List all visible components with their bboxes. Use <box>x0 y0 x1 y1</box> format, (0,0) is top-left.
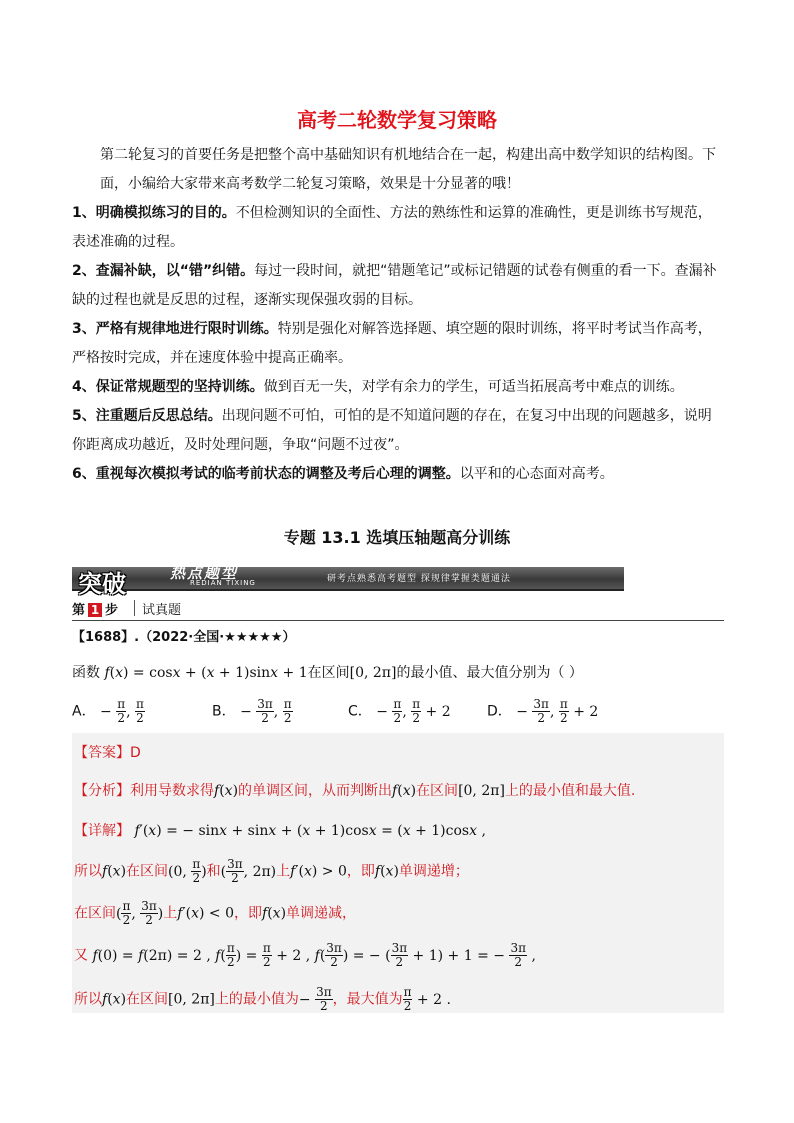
detail-line-4 <box>74 942 536 969</box>
function-formula: f(x) = cosx + (x + 1)sinx + 1 <box>104 665 308 681</box>
detail-l2-e: ，即 <box>346 863 375 880</box>
option-c[interactable] <box>348 698 451 725</box>
step-divider <box>134 600 135 616</box>
tip-5-bold: 5、注重题后反思总结。 <box>72 408 222 424</box>
fx-expr-3: f(x) <box>102 863 127 880</box>
tip-5 <box>72 402 724 460</box>
detail-l3-b: 上 <box>163 905 178 922</box>
detail-l5-b: 在区间 <box>126 991 169 1008</box>
answer-value: D <box>130 745 141 761</box>
stem-prefix: 函数 <box>72 665 100 681</box>
detail-l3-a: 在区间 <box>74 905 116 922</box>
option-c-label: C． <box>348 703 372 720</box>
banner-hot-text: 热点题型 <box>170 564 239 582</box>
min-value: − $\frac{3\pi}{2}$ <box>298 985 332 1013</box>
interval-3pi2-2pi: ( $\frac{3\pi}{2}$ , 2π) <box>220 857 277 885</box>
option-d[interactable] <box>487 698 598 725</box>
detail-l2-d: 上 <box>276 863 291 880</box>
detail-line-2 <box>74 858 469 885</box>
detail-line-1 <box>74 820 486 840</box>
tip-3 <box>72 315 724 373</box>
interval-formula: [0, 2π] <box>349 665 397 681</box>
stem-mid: 在区间 <box>307 665 350 681</box>
answer-tag: 【答案】 <box>74 745 130 761</box>
step-label: 试真题 <box>142 603 182 618</box>
derivative-positive: f′(x) > 0 <box>290 863 347 880</box>
step-indicator <box>72 599 118 618</box>
detail-l2-f: 单调递增； <box>398 863 469 880</box>
analysis-text-1: 利用导数求得 <box>130 783 214 799</box>
interval-pi2-3pi2: ( $\frac{\pi}{2}$ , $\frac{3\pi}{2}$ ) <box>116 899 164 927</box>
detail-l5-c: 上的最小值为 <box>214 991 299 1008</box>
analysis-tag: 【分析】 <box>74 783 130 799</box>
option-c-formula: − $\frac{\pi}{2}$ , $\frac{\pi}{2}$ + 2 <box>376 697 451 725</box>
max-value: $\frac{\pi}{2}$ + 2 . <box>403 985 451 1013</box>
option-b-formula: − $\frac{3\pi}{2}$ , $\frac{\pi}{2}$ <box>240 697 292 725</box>
analysis-line <box>74 780 635 800</box>
detail-l2-c: 和 <box>206 863 221 880</box>
banner-pinyin: REDIAN TIXING <box>190 579 256 587</box>
tip-6-bold: 6、重视每次模拟考试的临考前状态的调整及考后心理的调整。 <box>72 466 460 482</box>
tip-1 <box>72 199 724 257</box>
option-d-label: D． <box>487 703 512 720</box>
detail-tag: 【详解】 <box>74 823 130 839</box>
option-b[interactable] <box>212 698 293 725</box>
answer-line <box>74 742 141 762</box>
option-b-label: B． <box>212 703 236 720</box>
question-header: 【1688】.（2022·全国·★★★★★） <box>72 630 296 645</box>
detail-line-3 <box>74 900 356 927</box>
step-suffix: 步 <box>105 603 119 618</box>
tip-2-text: 每过一段时间，就把“错题笔记”或标记错题的试卷有侧重的看一下。查漏补缺的过程也就是反思的过程，逐渐实现保强攻弱的目标。 <box>72 263 717 308</box>
fx-expr: f(x) <box>214 783 239 799</box>
detail-l4-a: 又 <box>74 947 88 964</box>
analysis-text-2: 的单调区间，从而判断出 <box>238 783 393 799</box>
tip-2 <box>72 257 724 315</box>
option-d-formula: − $\frac{3\pi}{2}$ , $\frac{\pi}{2}$ + 2 <box>516 697 599 725</box>
detail-l5-a: 所以 <box>74 991 102 1008</box>
detail-l3-d: 单调递减， <box>286 905 357 922</box>
detail-line-5 <box>74 986 451 1013</box>
option-a[interactable] <box>72 698 145 725</box>
tip-1-bold: 1、明确模拟练习的目的。 <box>72 205 236 221</box>
interval-expr: [0, 2π] <box>458 783 505 799</box>
tip-6-text: 以平和的心态面对高考。 <box>459 466 614 482</box>
detail-l2-b: 在区间 <box>126 863 169 880</box>
fx-expr-2: f(x) <box>392 783 417 799</box>
detail-l3-c: ，即 <box>234 905 262 922</box>
detail-l5-d: ，最大值为 <box>332 991 403 1008</box>
fx-expr-4: f(x) <box>374 863 399 880</box>
tip-3-text: 特别是强化对解答选择题、填空题的限时训练，将平时考试当作高考，严格按时完成，并在速度体验中提高正确率。 <box>72 321 712 366</box>
tip-4-text: 做到百无一失，对学有余力的学生，可适当拓展高考中难点的训练。 <box>263 379 684 395</box>
analysis-text-4: 上的最小值和最大值. <box>504 783 636 799</box>
tip-2-bold: 2、查漏补缺，以“错”纠错。 <box>72 263 255 279</box>
derivative-formula: f′(x) = − sinx + sinx + (x + 1)cosx = (x + 1)cosx , <box>134 823 486 839</box>
derivative-negative: f′(x) < 0 <box>177 905 234 922</box>
stem-suffix: 的最小值、最大值分别为（ ） <box>396 665 583 681</box>
detail-l2-a: 所以 <box>74 863 102 880</box>
analysis-text-3: 在区间 <box>416 783 459 799</box>
document-title: 高考二轮数学复习策略 <box>297 108 497 132</box>
step-number: 1 <box>88 603 102 617</box>
tip-4-bold: 4、保证常规题型的坚持训练。 <box>72 379 264 395</box>
banner-slogan: 研考点熟悉高考题型 探规律掌握类题通法 <box>327 574 511 584</box>
hot-topic-banner <box>72 564 624 598</box>
question-stem <box>72 662 583 682</box>
step-prefix: 第 <box>72 603 86 618</box>
option-a-formula: − $\frac{\pi}{2}$ , $\frac{\pi}{2}$ <box>100 697 144 725</box>
intro-text: 第二轮复习的首要任务是把整个高中基础知识有机地结合在一起，构建出高中数学知识的结构图。下面，小编给大家带来高考数学二轮复习策略，效果是十分显著的哦！ <box>100 147 716 192</box>
step-header <box>72 598 724 621</box>
tip-4 <box>72 373 724 402</box>
fx-expr-6: f(x) <box>102 991 127 1008</box>
values-formula: f(0) = f(2π) = 2 , f( $\frac{\pi}{2}$ ) = $\frac{\pi}{2}$ + 2 , f( $\frac{3\pi}{2}$ ) = − ( $\frac{3\pi}{2}$ + 1) + 1 = − $\frac{3\pi}{2}$ , <box>92 941 536 969</box>
tip-6 <box>72 460 724 489</box>
tip-3-bold: 3、严格有规律地进行限时训练。 <box>72 321 278 337</box>
intro-paragraph <box>72 141 724 199</box>
interval-0-pi2: (0, $\frac{\pi}{2}$ ) <box>168 857 207 885</box>
section-title: 专题 13.1 选填压轴题高分训练 <box>283 528 511 547</box>
interval-expr-2: [0, 2π] <box>168 991 215 1008</box>
tip-5-text: 出现问题不可怕，可怕的是不知道问题的存在，在复习中出现的问题越多，说明你距离成功越近，及时处理问题，争取“问题不过夜”。 <box>72 408 712 453</box>
option-a-label: A． <box>72 703 96 720</box>
fx-expr-5: f(x) <box>262 905 287 922</box>
banner-big-text: 突破 <box>78 569 126 598</box>
tip-1-text: 不但检测知识的全面性、方法的熟练性和运算的准确性，更是训练书写规范，表述准确的过程。 <box>72 205 712 250</box>
